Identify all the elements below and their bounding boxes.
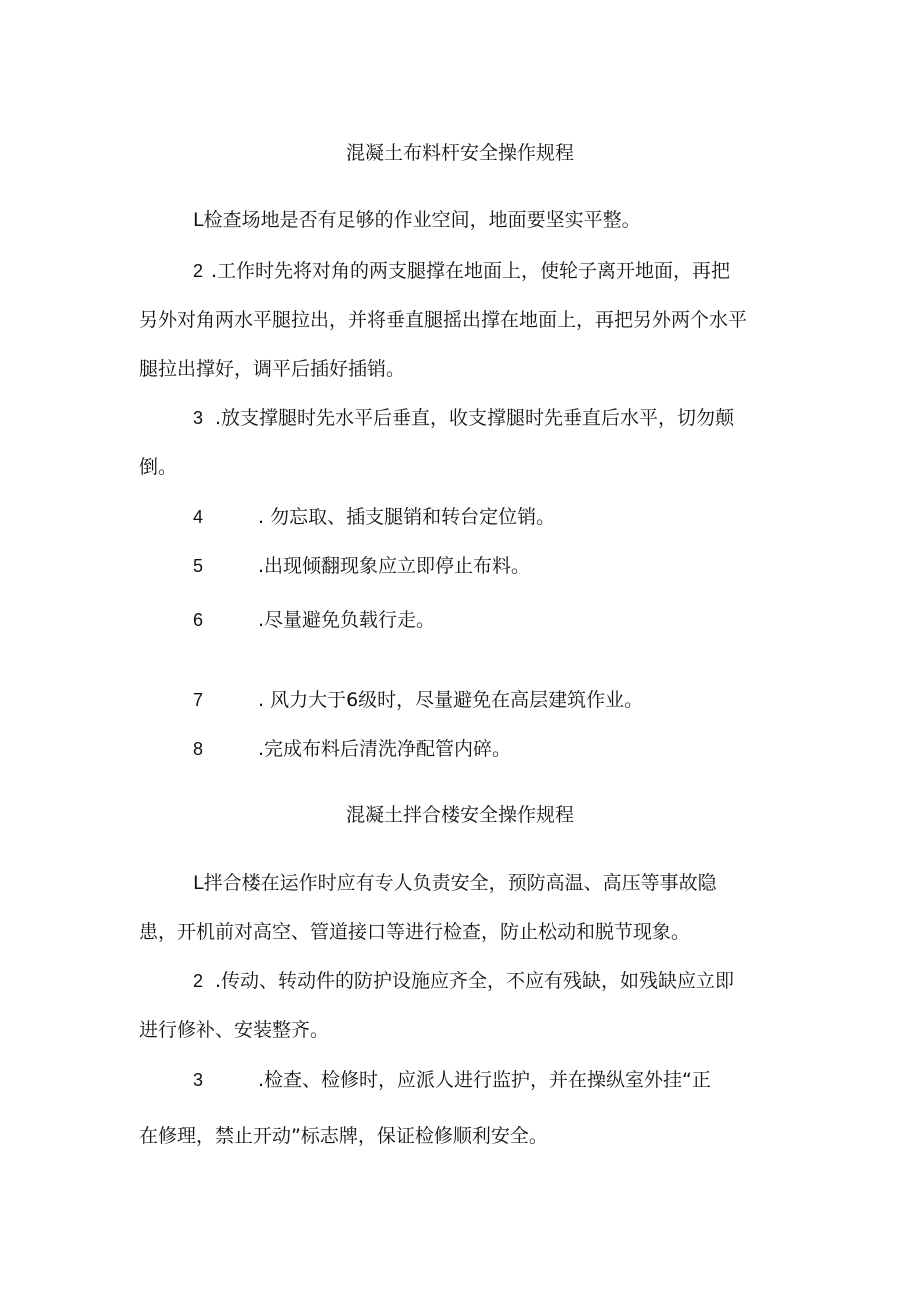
s2-item3-line1: .检查、检修时，应派人进行监护，并在操纵室外挂“正	[258, 1069, 711, 1091]
s2-item2-number: 2	[193, 971, 204, 991]
section1-title: 混凝土布料杆安全操作规程	[345, 142, 574, 164]
s1-item7-line1: . 风力大于6级时，尽量避免在高层建筑作业。	[258, 689, 644, 711]
s1-item5-line1: .出现倾翻现象应立即停止布料。	[258, 555, 531, 577]
s1-item6-number: 6	[193, 610, 204, 630]
s1-item8-number: 8	[193, 739, 204, 759]
section2-title: 混凝土拌合楼安全操作规程	[345, 804, 574, 826]
s1-item5-number: 5	[193, 556, 204, 576]
s1-item6-line1: .尽量避免负载行走。	[258, 609, 436, 631]
s1-item7-number: 7	[193, 690, 204, 710]
s1-item2-line2: 另外对角两水平腿拉出，并将垂直腿摇出撑在地面上，再把另外两个水平	[139, 309, 748, 331]
s2-item3-line2: 在修理，禁止开动”标志牌，保证检修顺利安全。	[139, 1125, 548, 1147]
s1-item8-line1: .完成布料后清洗净配管内碎。	[258, 738, 512, 760]
s2-item2-line1: .传动、转动件的防护设施应齐全，不应有残缺，如残缺应立即	[215, 970, 735, 992]
s1-item2-number: 2	[193, 261, 204, 281]
s2-item3-number: 3	[193, 1070, 204, 1090]
s1-item4-number: 4	[193, 507, 204, 527]
s1-item3-line2: 倒。	[139, 456, 178, 478]
s1-item4-line1: . 勿忘取、插支腿销和转台定位销。	[258, 506, 556, 528]
s1-item3-number: 3	[193, 408, 204, 428]
s1-item2-line1: .工作时先将对角的两支腿撑在地面上，使轮子离开地面，再把	[211, 260, 731, 282]
s2-item2-line2: 进行修补、安装整齐。	[139, 1019, 330, 1041]
s2-item1-line2: 患，开机前对高空、管道接口等进行检查，防止松动和脱节现象。	[139, 921, 691, 943]
s2-item1-line1: L拌合楼在运作时应有专人负责安全，预防高温、高压等事故隐	[193, 872, 717, 894]
s1-item2-line3: 腿拉出撑好，调平后插好插销。	[139, 358, 406, 380]
s1-item3-line1: .放支撑腿时先水平后垂直，收支撑腿时先垂直后水平，切勿颠	[215, 407, 735, 429]
s1-item1-line1: L检查场地是否有足够的作业空间，地面要坚实平整。	[193, 209, 641, 231]
